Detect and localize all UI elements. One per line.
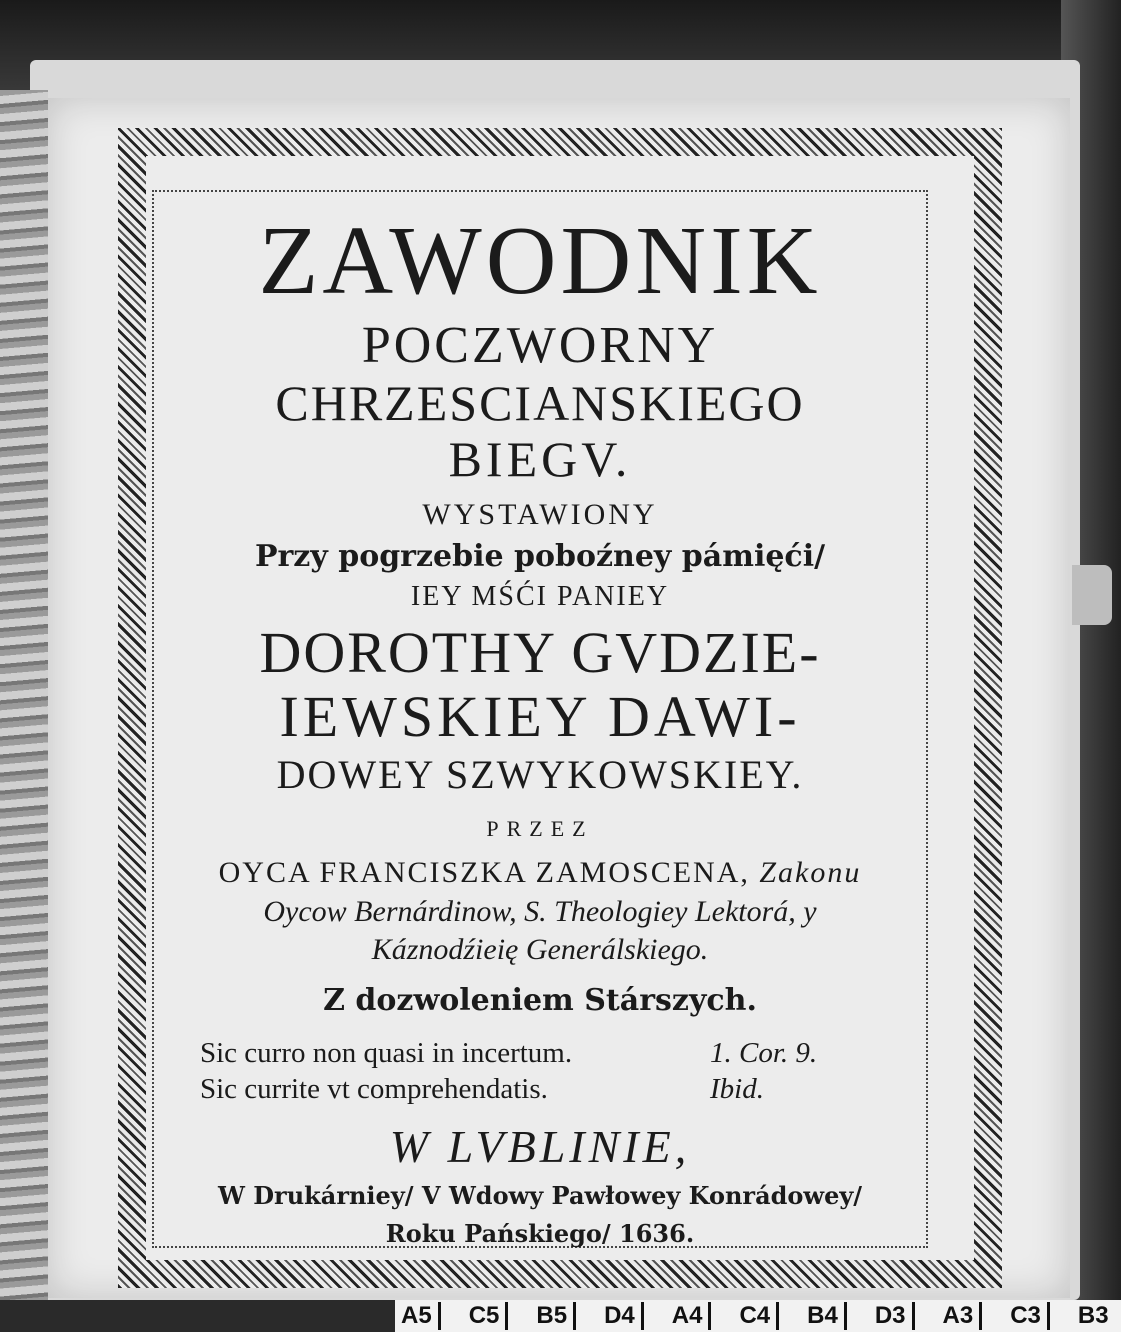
ruler-label: A4 [666,1302,712,1330]
author-name: OYCA FRANCISZKA ZAMOSCENA, [218,856,750,889]
printer-line-1: W Drukárniey/ V Wdowy Pawłowey Konrádowey/ [217,1181,863,1210]
wystawiony-line: WYSTAWIONY [422,498,658,531]
subtitle-line-2: CHRZESCIANSKIEGO [275,375,805,431]
ruler-label: A3 [937,1302,983,1330]
ruler-label: A5 [395,1302,441,1330]
permission-line: Z dozwoleniem Stárszych. [323,983,757,1018]
author-line-3: Káznodźieię Generálskiego. [371,933,709,966]
scan-reference-ruler [395,1300,1121,1332]
ruler-label: B4 [801,1302,847,1330]
ruler-label: B5 [530,1302,576,1330]
deceased-name-line-2: IEWSKIEY DAWI- [279,684,801,749]
author-line-1 [180,853,900,893]
motto-2-ref: Ibid. [710,1073,764,1105]
book-title: ZAWODNIK [258,207,822,315]
ruler-label: C4 [733,1302,779,1330]
deceased-name-line-1: DOROTHY GVDZIE- [259,620,821,685]
deceased-name-line-3: DOWEY SZWYKOWSKIEY. [276,752,804,797]
motto-1-text: Sic curro non quasi in incertum. [200,1037,573,1069]
honorific-line: IEY MŚĆI PANIEY [410,581,670,612]
book-spine [0,90,48,1300]
ruler-label: C5 [463,1302,509,1330]
ruler-label: D3 [869,1302,915,1330]
ruler-label: B3 [1077,1302,1109,1329]
author-line-2: Oycow Bernárdinow, S. Theologiey Lektorá, y [263,895,817,928]
printer-line-2: Roku Pańskiego/ 1636. [385,1219,695,1248]
author-order: Zakonu [759,856,862,889]
occasion-line: Przy pogrzebie poboźney pámięći/ [254,539,826,574]
subtitle-line-1: POCZWORNY [361,317,719,374]
mottos [180,1035,900,1111]
przez-line: PRZEZ [486,816,594,841]
subtitle-line-3: BIEGV. [448,431,632,487]
motto-1-ref: 1. Cor. 9. [710,1037,818,1069]
title-page-text [180,205,900,1253]
imprint-place: W LVBLINIE, [389,1121,691,1172]
ruler-label: C3 [1004,1302,1050,1330]
page-tab-marker [1072,565,1112,625]
ruler-label: D4 [598,1302,644,1330]
motto-2-text: Sic currite vt comprehendatis. [200,1073,548,1105]
